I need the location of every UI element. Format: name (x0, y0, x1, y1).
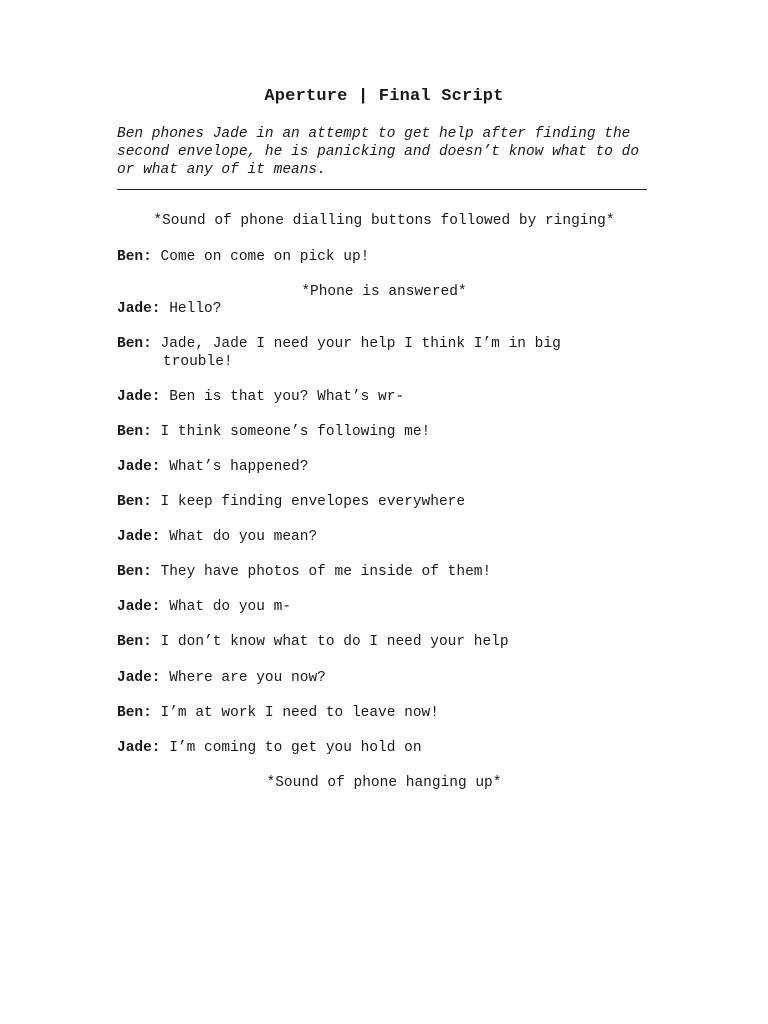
speaker-name: Ben: (117, 494, 152, 510)
stage-direction: *Sound of phone dialling buttons followed by ringing* (153, 213, 615, 229)
dialogue-text: Ben is that you? What’s wr- (160, 389, 405, 405)
speaker-name: Ben: (117, 249, 152, 265)
page-title: Aperture | Final Script (264, 87, 504, 106)
speaker-name: Jade: (117, 599, 161, 615)
stage-direction: *Sound of phone hanging up* (266, 775, 502, 791)
speaker-name: Ben: (117, 336, 152, 352)
dialogue-line (117, 598, 291, 616)
dialogue-text: I’m at work I need to leave now! (151, 705, 439, 721)
speaker-name: Jade: (117, 301, 161, 317)
speaker-name: Jade: (117, 389, 161, 405)
dialogue-text: What do you mean? (160, 529, 318, 545)
dialogue-text: Jade, Jade I need your help I think I’m in big (151, 336, 561, 352)
speaker-name: Ben: (117, 705, 152, 721)
dialogue-text: I think someone’s following me! (151, 424, 431, 440)
dialogue-line (117, 704, 439, 722)
dialogue-text: I don’t know what to do I need your help (151, 634, 509, 650)
speaker-name: Jade: (117, 529, 161, 545)
stage-direction: *Phone is answered* (301, 284, 467, 300)
dialogue-line (117, 458, 308, 476)
dialogue-text: I’m coming to get you hold on (160, 740, 422, 756)
dialogue-line (117, 528, 317, 546)
dialogue-line (117, 739, 422, 757)
dialogue-text: What’s happened? (160, 459, 309, 475)
divider-line (117, 189, 647, 190)
dialogue-line (117, 669, 326, 687)
dialogue-line (117, 335, 561, 371)
dialogue-line (117, 493, 465, 511)
dialogue-line (117, 423, 430, 441)
speaker-name: Ben: (117, 634, 152, 650)
dialogue-line (117, 633, 509, 651)
dialogue-text: Hello? (160, 301, 222, 317)
speaker-name: Ben: (117, 564, 152, 580)
dialogue-continuation: trouble! (163, 354, 233, 370)
speaker-name: Ben: (117, 424, 152, 440)
dialogue-text: Where are you now? (160, 670, 326, 686)
dialogue-text: What do you m- (160, 599, 292, 615)
dialogue-line (117, 563, 491, 581)
synopsis: Ben phones Jade in an attempt to get help after finding the second envelope, he is panicking and doesn’t know what to do or what any of it means. (117, 126, 640, 178)
speaker-name: Jade: (117, 740, 161, 756)
dialogue-text: They have photos of me inside of them! (151, 564, 492, 580)
dialogue-line (117, 300, 221, 318)
dialogue-text: I keep finding envelopes everywhere (151, 494, 466, 510)
speaker-name: Jade: (117, 459, 161, 475)
dialogue-line (117, 248, 369, 266)
dialogue-line (117, 388, 404, 406)
speaker-name: Jade: (117, 670, 161, 686)
dialogue-text: Come on come on pick up! (151, 249, 370, 265)
